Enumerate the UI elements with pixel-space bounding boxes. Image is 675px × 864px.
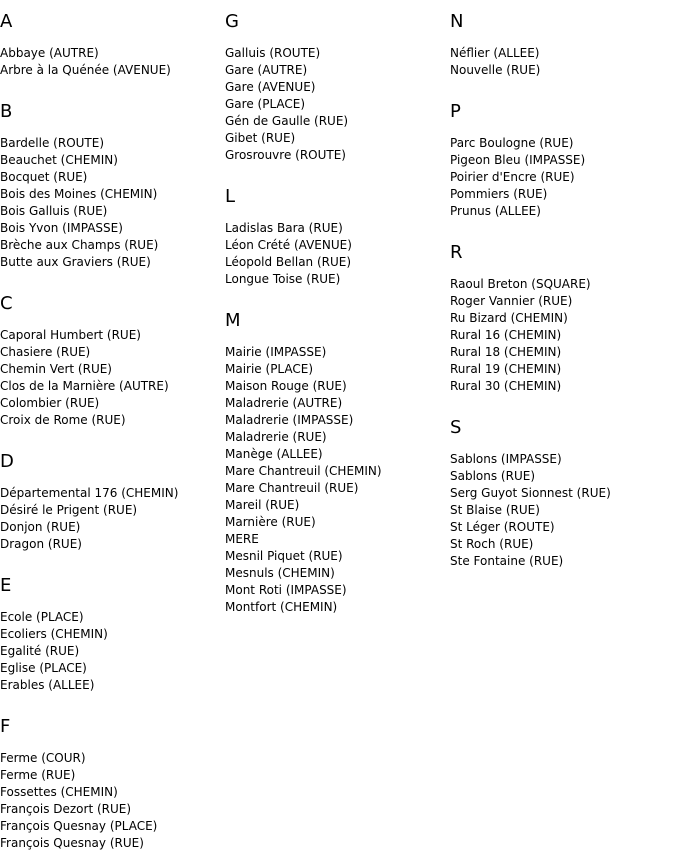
street-entry[interactable]: Arbre à la Quénée (AVENUE) <box>0 63 171 77</box>
street-entry[interactable]: Ferme (RUE) <box>0 768 76 782</box>
street-entry[interactable]: François Quesnay (RUE) <box>0 836 144 850</box>
street-list <box>0 750 225 852</box>
street-entry[interactable]: Raoul Breton (SQUARE) <box>450 277 591 291</box>
street-entry[interactable]: François Quesnay (PLACE) <box>0 819 158 833</box>
group-spacer <box>0 79 225 90</box>
section-letter: S <box>450 417 462 438</box>
street-list <box>450 451 675 570</box>
street-entry[interactable]: Mareil (RUE) <box>225 498 300 512</box>
street-entry[interactable]: Rural 19 (CHEMIN) <box>450 362 562 376</box>
group-spacer <box>0 271 225 282</box>
street-list <box>450 135 675 220</box>
street-entry[interactable]: Maison Rouge (RUE) <box>225 379 347 393</box>
letter-group-g <box>225 0 450 175</box>
street-entry[interactable]: Mairie (PLACE) <box>225 362 314 376</box>
letter-group-e <box>0 564 225 705</box>
street-entry[interactable]: Fossettes (CHEMIN) <box>0 785 118 799</box>
street-entry[interactable]: Marnière (RUE) <box>225 515 316 529</box>
street-entry[interactable]: Sablons (IMPASSE) <box>450 452 562 466</box>
street-entry[interactable]: Ru Bizard (CHEMIN) <box>450 311 568 325</box>
letter-group-n <box>450 0 675 90</box>
section-letter: N <box>450 11 464 32</box>
street-list <box>450 276 675 395</box>
letter-group-d <box>0 440 225 564</box>
group-spacer <box>450 220 675 231</box>
street-entry[interactable]: Croix de Rome (RUE) <box>0 413 126 427</box>
street-entry[interactable]: St Roch (RUE) <box>450 537 534 551</box>
street-entry[interactable]: Erables (ALLEE) <box>0 678 95 692</box>
street-entry[interactable]: St Léger (ROUTE) <box>450 520 555 534</box>
street-entry[interactable]: Nouvelle (RUE) <box>450 63 541 77</box>
street-entry[interactable]: Brèche aux Champs (RUE) <box>0 238 159 252</box>
street-entry[interactable]: Rural 30 (CHEMIN) <box>450 379 562 393</box>
section-letter: C <box>0 293 13 314</box>
street-entry[interactable]: Mont Roti (IMPASSE) <box>225 583 347 597</box>
street-entry[interactable]: François Dezort (RUE) <box>0 802 132 816</box>
street-entry[interactable]: Gare (AUTRE) <box>225 63 308 77</box>
street-entry[interactable]: Donjon (RUE) <box>0 520 81 534</box>
street-entry[interactable]: Prunus (ALLEE) <box>450 204 541 218</box>
section-letter: P <box>450 101 461 122</box>
street-entry[interactable]: Sablons (RUE) <box>450 469 536 483</box>
street-entry[interactable]: Bois des Moines (CHEMIN) <box>0 187 158 201</box>
street-list <box>225 45 450 164</box>
street-entry[interactable]: Pommiers (RUE) <box>450 187 548 201</box>
street-entry[interactable]: Longue Toise (RUE) <box>225 272 341 286</box>
section-letter: L <box>225 186 236 207</box>
street-entry[interactable]: Maladrerie (IMPASSE) <box>225 413 354 427</box>
street-entry[interactable]: Butte aux Graviers (RUE) <box>0 255 151 269</box>
street-entry[interactable]: Beauchet (CHEMIN) <box>0 153 118 167</box>
street-list <box>0 609 225 694</box>
letter-group-b <box>0 90 225 282</box>
street-entry[interactable]: Parc Boulogne (RUE) <box>450 136 574 150</box>
street-entry[interactable]: Maladrerie (RUE) <box>225 430 327 444</box>
street-entry[interactable]: Galluis (ROUTE) <box>225 46 321 60</box>
street-entry[interactable]: MERE <box>225 532 259 546</box>
street-entry[interactable]: Abbaye (AUTRE) <box>0 46 99 60</box>
group-spacer <box>0 852 225 863</box>
group-spacer <box>0 553 225 564</box>
letter-group-p <box>450 90 675 231</box>
street-entry[interactable]: Ecole (PLACE) <box>0 610 84 624</box>
section-letter: B <box>0 101 13 122</box>
street-entry[interactable]: Départemental 176 (CHEMIN) <box>0 486 179 500</box>
street-entry[interactable]: Ferme (COUR) <box>0 751 86 765</box>
street-list <box>225 344 450 616</box>
group-spacer <box>0 694 225 705</box>
street-entry[interactable]: Léon Crété (AVENUE) <box>225 238 352 252</box>
street-entry[interactable]: Chasiere (RUE) <box>0 345 91 359</box>
street-entry[interactable]: Maladrerie (AUTRE) <box>225 396 343 410</box>
letter-group-m <box>225 299 450 627</box>
group-spacer <box>225 288 450 299</box>
street-list <box>0 327 225 429</box>
street-entry[interactable]: Rural 16 (CHEMIN) <box>450 328 562 342</box>
group-spacer <box>450 395 675 406</box>
street-entry[interactable]: Eglise (PLACE) <box>0 661 87 675</box>
section-letter: F <box>0 716 11 737</box>
street-entry[interactable]: Mesnil Piquet (RUE) <box>225 549 343 563</box>
street-entry[interactable]: Mare Chantreuil (CHEMIN) <box>225 464 382 478</box>
street-entry[interactable]: Gare (AVENUE) <box>225 80 316 94</box>
street-entry[interactable]: Roger Vannier (RUE) <box>450 294 573 308</box>
street-entry[interactable]: Poirier d'Encre (RUE) <box>450 170 575 184</box>
street-entry[interactable]: Léopold Bellan (RUE) <box>225 255 352 269</box>
street-entry[interactable]: Egalité (RUE) <box>0 644 80 658</box>
street-entry[interactable]: Gibet (RUE) <box>225 131 296 145</box>
street-entry[interactable]: Grosrouvre (ROUTE) <box>225 148 346 162</box>
street-entry[interactable]: Colombier (RUE) <box>0 396 100 410</box>
street-entry[interactable]: Mesnuls (CHEMIN) <box>225 566 335 580</box>
street-entry[interactable]: Manège (ALLEE) <box>225 447 323 461</box>
letter-group-r <box>450 231 675 406</box>
section-letter: R <box>450 242 463 263</box>
letter-group-s <box>450 406 675 581</box>
column-3 <box>450 0 675 581</box>
letter-group-c <box>0 282 225 440</box>
street-entry[interactable]: Pigeon Bleu (IMPASSE) <box>450 153 586 167</box>
street-entry[interactable]: Montfort (CHEMIN) <box>225 600 338 614</box>
group-spacer <box>0 429 225 440</box>
street-entry[interactable]: Néflier (ALLEE) <box>450 46 540 60</box>
street-entry[interactable]: Bois Galluis (RUE) <box>0 204 108 218</box>
section-letter: E <box>0 575 12 596</box>
street-list <box>0 45 225 79</box>
street-entry[interactable]: Caporal Humbert (RUE) <box>0 328 141 342</box>
street-entry[interactable]: Clos de la Marnière (AUTRE) <box>0 379 169 393</box>
street-entry[interactable]: St Blaise (RUE) <box>450 503 540 517</box>
street-list <box>225 220 450 288</box>
section-letter: D <box>0 451 14 472</box>
street-entry[interactable]: Bois Yvon (IMPASSE) <box>0 221 123 235</box>
street-entry[interactable]: Ladislas Bara (RUE) <box>225 221 343 235</box>
group-spacer <box>225 616 450 627</box>
column-2 <box>225 0 450 627</box>
street-entry[interactable]: Mare Chantreuil (RUE) <box>225 481 359 495</box>
street-entry[interactable]: Mairie (IMPASSE) <box>225 345 327 359</box>
letter-group-a <box>0 0 225 90</box>
street-entry[interactable]: Rural 18 (CHEMIN) <box>450 345 562 359</box>
street-entry[interactable]: Gare (PLACE) <box>225 97 306 111</box>
street-entry[interactable]: Chemin Vert (RUE) <box>0 362 112 376</box>
street-entry[interactable]: Ecoliers (CHEMIN) <box>0 627 108 641</box>
section-letter: G <box>225 11 239 32</box>
group-spacer <box>225 164 450 175</box>
street-entry[interactable]: Bardelle (ROUTE) <box>0 136 105 150</box>
street-list <box>450 45 675 79</box>
street-entry[interactable]: Bocquet (RUE) <box>0 170 88 184</box>
section-letter: M <box>225 310 241 331</box>
street-list <box>0 485 225 553</box>
street-entry[interactable]: Serg Guyot Sionnest (RUE) <box>450 486 611 500</box>
street-entry[interactable]: Dragon (RUE) <box>0 537 82 551</box>
letter-group-f <box>0 705 225 863</box>
letter-group-l <box>225 175 450 299</box>
street-entry[interactable]: Désiré le Prigent (RUE) <box>0 503 138 517</box>
section-letter: A <box>0 11 13 32</box>
group-spacer <box>450 79 675 90</box>
street-entry[interactable]: Gén de Gaulle (RUE) <box>225 114 349 128</box>
street-entry[interactable]: Ste Fontaine (RUE) <box>450 554 564 568</box>
group-spacer <box>450 570 675 581</box>
column-1 <box>0 0 225 863</box>
street-list <box>0 135 225 271</box>
